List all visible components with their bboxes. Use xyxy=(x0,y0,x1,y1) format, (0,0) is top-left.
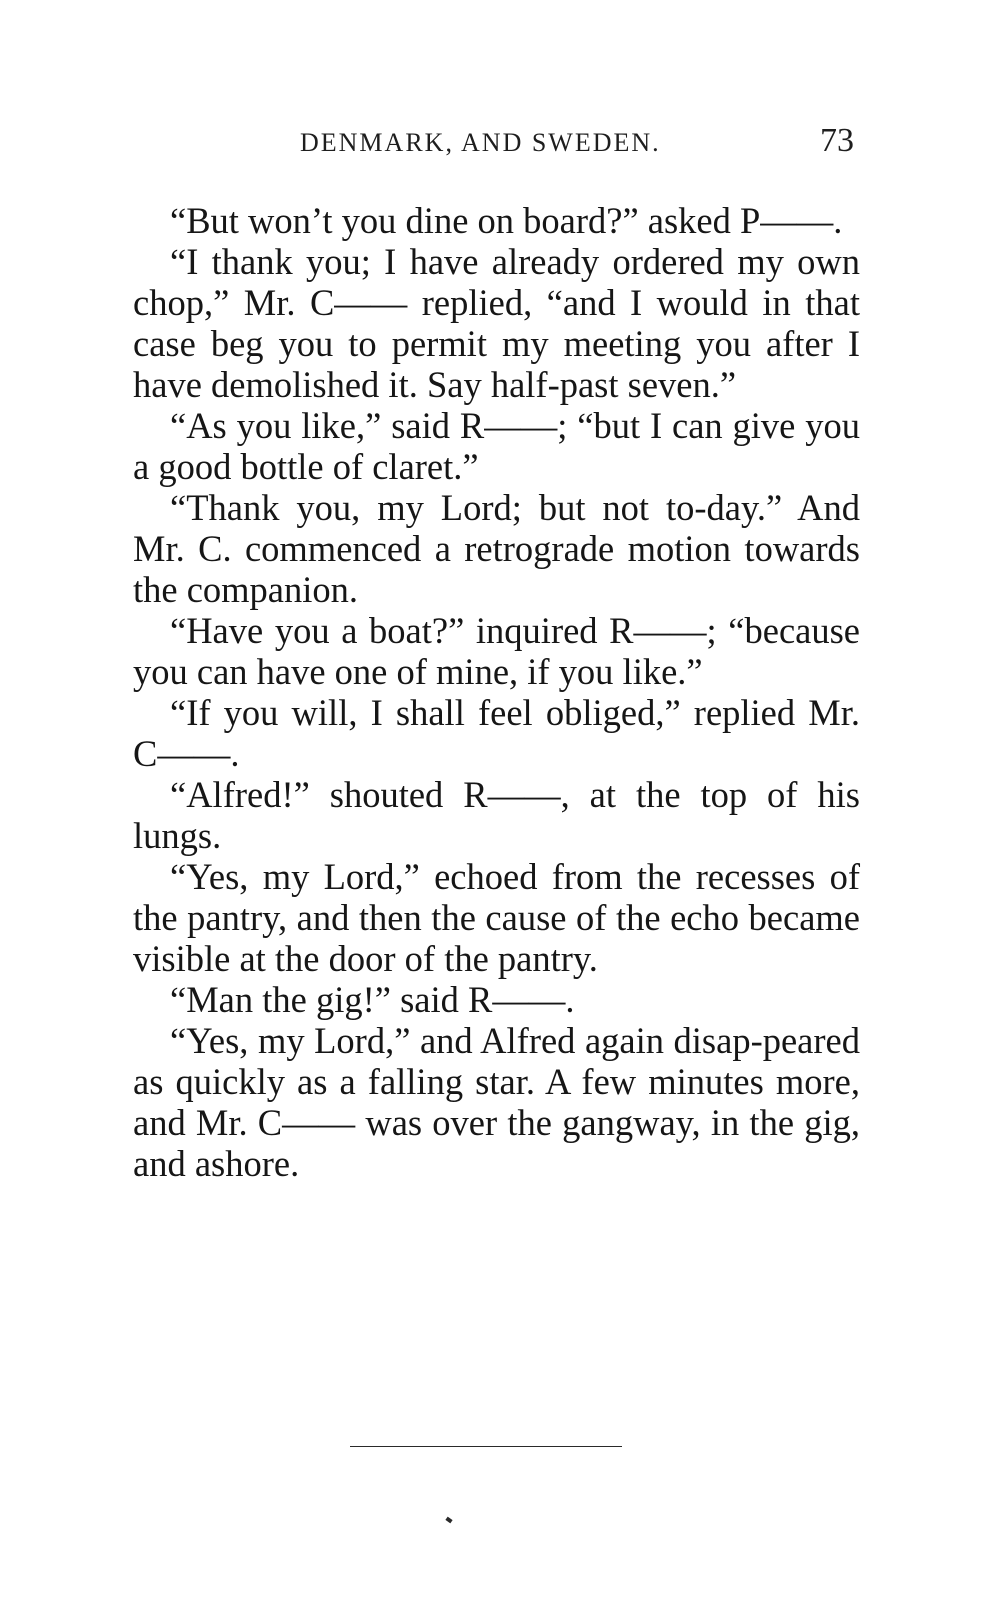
section-divider-rule xyxy=(350,1446,622,1447)
paragraph: “Alfred!” shouted R——, at the top of his lungs. xyxy=(133,774,860,856)
body-text xyxy=(133,200,860,1184)
paragraph: “Yes, my Lord,” and Alfred again disap-peared as quickly as a falling star. A few minutes more, and Mr. C—— was over the gangway, in the gig, and ashore. xyxy=(133,1020,860,1184)
page-number: 73 xyxy=(820,122,854,159)
paragraph: “Yes, my Lord,” echoed from the recesses of the pantry, and then the cause of the echo became visible at the door of the pantry. xyxy=(133,856,860,979)
paragraph: “But won’t you dine on board?” asked P——. xyxy=(170,200,843,241)
ink-speck xyxy=(445,1517,452,1524)
paragraph: “If you will, I shall feel obliged,” replied Mr. C——. xyxy=(133,692,860,774)
paragraph: “Man the gig!” said R——. xyxy=(170,979,575,1020)
paragraph: “I thank you; I have already ordered my own chop,” Mr. C—— replied, “and I would in that case beg you to permit my meeting you after I have demolished it. Say half-past seven.” xyxy=(133,241,860,405)
paragraph: “Thank you, my Lord; but not to-day.” And Mr. C. commenced a retrograde motion towards the companion. xyxy=(133,487,860,610)
paragraph: “As you like,” said R——; “but I can give you a good bottle of claret.” xyxy=(133,405,860,487)
running-head: DENMARK, AND SWEDEN. xyxy=(300,128,661,157)
paragraph: “Have you a boat?” inquired R——; “because you can have one of mine, if you like.” xyxy=(133,610,860,692)
